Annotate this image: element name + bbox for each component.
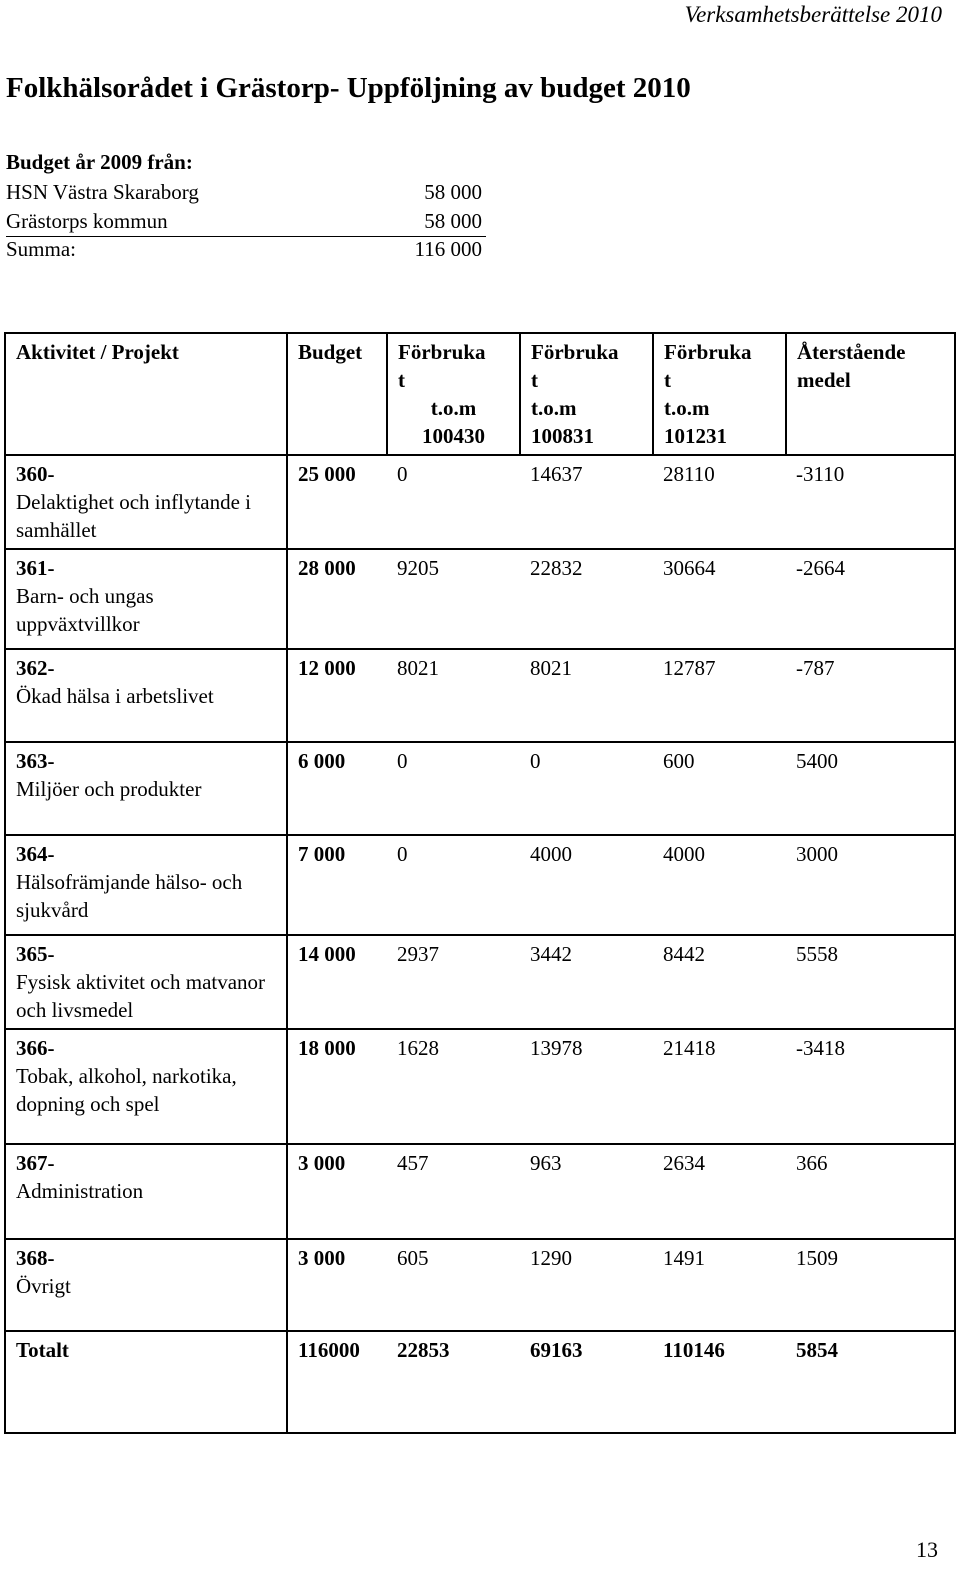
activity-cell: 366- Tobak, alkohol, narkotika, dopning och spel — [5, 1029, 287, 1144]
budget-cell: 7 000 — [287, 835, 387, 935]
total-remaining: 5854 — [786, 1331, 955, 1433]
budget-row — [6, 237, 486, 266]
remaining-cell: -3110 — [786, 455, 955, 549]
budget-cell: 6 000 — [287, 742, 387, 835]
budget-row — [6, 209, 486, 237]
activity-cell: 365- Fysisk aktivitet och matvanor och livsmedel — [5, 935, 287, 1029]
budget-summary — [6, 150, 486, 266]
activity-cell: 361- Barn- och ungas uppväxtvillkor — [5, 549, 287, 649]
budget-row-label: HSN Västra Skaraborg — [6, 180, 199, 204]
budget-row-value: 116 000 — [414, 237, 482, 261]
remaining-cell: 5400 — [786, 742, 955, 835]
total-forbrukat-3: 110146 — [653, 1331, 786, 1433]
forbrukat-1-cell: 605 — [387, 1239, 520, 1331]
forbrukat-2-cell: 13978 — [520, 1029, 653, 1144]
remaining-cell: 366 — [786, 1144, 955, 1239]
header-forbrukat-3: Förbruka t t.o.m 101231 — [653, 333, 786, 455]
budget-cell: 12 000 — [287, 649, 387, 742]
header-budget: Budget — [287, 333, 387, 455]
budget-cell: 3 000 — [287, 1144, 387, 1239]
forbrukat-2-cell: 22832 — [520, 549, 653, 649]
page-title: Folkhälsorådet i Grästorp- Uppföljning av budget 2010 — [6, 72, 691, 104]
budget-heading: Budget år 2009 från: — [6, 150, 193, 174]
forbrukat-3-cell: 600 — [653, 742, 786, 835]
remaining-cell: -2664 — [786, 549, 955, 649]
forbrukat-2-cell: 14637 — [520, 455, 653, 549]
header-remaining: Återstående medel — [786, 333, 955, 455]
forbrukat-2-cell: 963 — [520, 1144, 653, 1239]
table-row — [5, 742, 955, 835]
forbrukat-1-cell: 2937 — [387, 935, 520, 1029]
budget-cell: 28 000 — [287, 549, 387, 649]
remaining-cell: -3418 — [786, 1029, 955, 1144]
forbrukat-3-cell: 28110 — [653, 455, 786, 549]
forbrukat-1-cell: 1628 — [387, 1029, 520, 1144]
total-forbrukat-2: 69163 — [520, 1331, 653, 1433]
total-budget: 116000 — [287, 1331, 387, 1433]
budget-row-label: Summa: — [6, 237, 77, 261]
remaining-cell: 5558 — [786, 935, 955, 1029]
forbrukat-1-cell: 0 — [387, 835, 520, 935]
budget-row-value: 58 000 — [424, 180, 482, 204]
remaining-cell: 3000 — [786, 835, 955, 935]
forbrukat-3-cell: 12787 — [653, 649, 786, 742]
table-row — [5, 455, 955, 549]
forbrukat-3-cell: 4000 — [653, 835, 786, 935]
forbrukat-3-cell: 21418 — [653, 1029, 786, 1144]
budget-row-label: Grästorps kommun — [6, 209, 168, 233]
total-row — [5, 1331, 955, 1433]
table-row — [5, 649, 955, 742]
table-row — [5, 1029, 955, 1144]
table-row — [5, 549, 955, 649]
forbrukat-2-cell: 1290 — [520, 1239, 653, 1331]
budget-cell: 3 000 — [287, 1239, 387, 1331]
header-forbrukat-2: Förbruka t t.o.m 100831 — [520, 333, 653, 455]
table-row — [5, 1144, 955, 1239]
forbrukat-2-cell: 8021 — [520, 649, 653, 742]
activity-cell: 367- Administration — [5, 1144, 287, 1239]
forbrukat-1-cell: 0 — [387, 742, 520, 835]
header-activity: Aktivitet / Projekt — [5, 333, 287, 455]
activity-cell: 362- Ökad hälsa i arbetslivet — [5, 649, 287, 742]
budget-followup-table — [4, 332, 956, 1434]
activity-cell: 368- Övrigt — [5, 1239, 287, 1331]
forbrukat-3-cell: 30664 — [653, 549, 786, 649]
forbrukat-1-cell: 457 — [387, 1144, 520, 1239]
forbrukat-3-cell: 8442 — [653, 935, 786, 1029]
forbrukat-3-cell: 2634 — [653, 1144, 786, 1239]
remaining-cell: 1509 — [786, 1239, 955, 1331]
forbrukat-2-cell: 4000 — [520, 835, 653, 935]
forbrukat-1-cell: 8021 — [387, 649, 520, 742]
running-header: Verksamhetsberättelse 2010 — [684, 2, 942, 27]
total-forbrukat-1: 22853 — [387, 1331, 520, 1433]
activity-cell: 364- Hälsofrämjande hälso- och sjukvård — [5, 835, 287, 935]
table-row — [5, 835, 955, 935]
table-row — [5, 935, 955, 1029]
page-number: 13 — [916, 1537, 938, 1562]
forbrukat-2-cell: 3442 — [520, 935, 653, 1029]
budget-cell: 25 000 — [287, 455, 387, 549]
remaining-cell: -787 — [786, 649, 955, 742]
activity-cell: 363- Miljöer och produkter — [5, 742, 287, 835]
budget-cell: 18 000 — [287, 1029, 387, 1144]
table-row — [5, 1239, 955, 1331]
forbrukat-1-cell: 9205 — [387, 549, 520, 649]
header-forbrukat-1: Förbruka t t.o.m 100430 — [387, 333, 520, 455]
budget-row-value: 58 000 — [424, 209, 482, 233]
activity-cell: 360- Delaktighet och inflytande i samhället — [5, 455, 287, 549]
budget-cell: 14 000 — [287, 935, 387, 1029]
total-label: Totalt — [5, 1331, 287, 1433]
table-header-row — [5, 333, 955, 455]
forbrukat-2-cell: 0 — [520, 742, 653, 835]
budget-row — [6, 180, 486, 209]
forbrukat-3-cell: 1491 — [653, 1239, 786, 1331]
forbrukat-1-cell: 0 — [387, 455, 520, 549]
